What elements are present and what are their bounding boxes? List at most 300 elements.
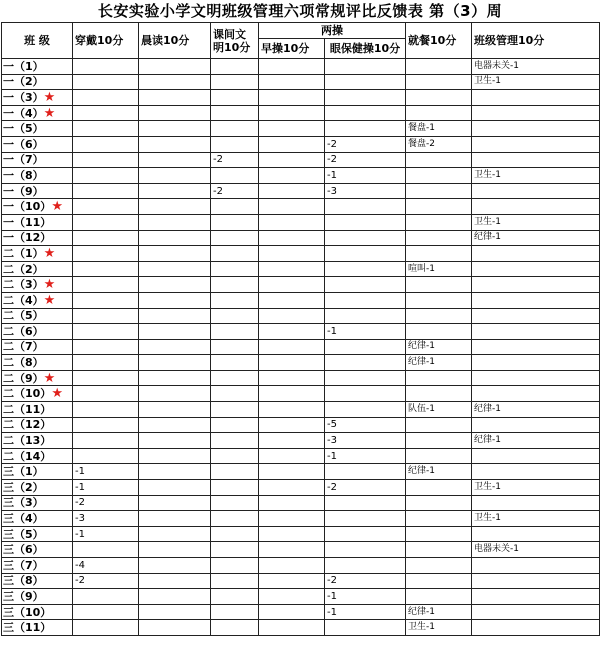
dining-cell bbox=[406, 199, 472, 215]
recess-cell bbox=[211, 308, 259, 324]
table-row bbox=[2, 464, 600, 480]
dining-cell: 纪律-1 bbox=[406, 355, 472, 371]
class-cell bbox=[2, 464, 73, 480]
reading-cell bbox=[139, 386, 211, 402]
class-management-cell bbox=[472, 261, 600, 277]
reading-cell bbox=[139, 230, 211, 246]
morning-exercise-cell bbox=[259, 214, 325, 230]
dining-cell bbox=[406, 214, 472, 230]
recess-cell bbox=[211, 433, 259, 449]
class-cell bbox=[2, 183, 73, 199]
class-label: 三（5） bbox=[3, 527, 44, 541]
dining-cell bbox=[406, 480, 472, 496]
eye-exercise-cell: -2 bbox=[325, 480, 406, 496]
dress-cell bbox=[73, 542, 139, 558]
class-management-cell bbox=[472, 199, 600, 215]
dining-cell: 纪律-1 bbox=[406, 604, 472, 620]
dress-cell bbox=[73, 620, 139, 636]
dining-cell: 队伍-1 bbox=[406, 402, 472, 418]
dress-cell bbox=[73, 199, 139, 215]
red-star-icon: ★ bbox=[51, 199, 63, 215]
morning-exercise-cell bbox=[259, 495, 325, 511]
class-label: 一（1） bbox=[3, 59, 44, 73]
reading-cell bbox=[139, 74, 211, 90]
eye-exercise-cell bbox=[325, 121, 406, 137]
eye-exercise-cell bbox=[325, 277, 406, 293]
dining-cell bbox=[406, 495, 472, 511]
reading-cell bbox=[139, 417, 211, 433]
dining-cell bbox=[406, 277, 472, 293]
reading-cell bbox=[139, 308, 211, 324]
class-management-cell bbox=[472, 277, 600, 293]
class-cell bbox=[2, 152, 73, 168]
class-management-cell: 电器未关-1 bbox=[472, 59, 600, 75]
class-management-cell bbox=[472, 105, 600, 121]
eye-exercise-cell bbox=[325, 370, 406, 386]
class-label: 二（11） bbox=[3, 402, 52, 416]
class-label: 三（7） bbox=[3, 558, 44, 572]
dining-cell bbox=[406, 59, 472, 75]
class-management-cell bbox=[472, 604, 600, 620]
eye-exercise-cell bbox=[325, 246, 406, 262]
reading-cell bbox=[139, 277, 211, 293]
class-management-cell bbox=[472, 589, 600, 605]
class-management-cell: 卫生-1 bbox=[472, 168, 600, 184]
morning-exercise-cell bbox=[259, 59, 325, 75]
class-management-cell bbox=[472, 386, 600, 402]
recess-cell bbox=[211, 620, 259, 636]
dress-cell bbox=[73, 448, 139, 464]
class-cell bbox=[2, 199, 73, 215]
class-management-cell: 纪律-1 bbox=[472, 230, 600, 246]
dining-cell: 餐盘-1 bbox=[406, 121, 472, 137]
class-management-cell bbox=[472, 448, 600, 464]
class-management-cell: 卫生-1 bbox=[472, 480, 600, 496]
table-row bbox=[2, 370, 600, 386]
class-management-cell: 纪律-1 bbox=[472, 402, 600, 418]
table-row bbox=[2, 230, 600, 246]
dining-cell bbox=[406, 433, 472, 449]
red-star-icon: ★ bbox=[43, 370, 56, 386]
table-row bbox=[2, 589, 600, 605]
dining-cell bbox=[406, 152, 472, 168]
morning-exercise-cell bbox=[259, 74, 325, 90]
class-cell bbox=[2, 386, 73, 402]
header-class-management: 班级管理10分 bbox=[472, 23, 600, 59]
table-row bbox=[2, 526, 600, 542]
class-cell bbox=[2, 136, 73, 152]
class-cell bbox=[2, 292, 73, 308]
class-cell bbox=[2, 495, 73, 511]
class-label: 三（8） bbox=[3, 574, 44, 588]
eye-exercise-cell bbox=[325, 199, 406, 215]
recess-cell bbox=[211, 121, 259, 137]
eye-exercise-cell bbox=[325, 308, 406, 324]
table-row bbox=[2, 246, 600, 262]
recess-cell bbox=[211, 589, 259, 605]
dress-cell bbox=[73, 355, 139, 371]
dress-cell bbox=[73, 246, 139, 262]
table-row bbox=[2, 402, 600, 418]
dress-cell bbox=[73, 339, 139, 355]
class-label: 二（3） bbox=[3, 278, 44, 292]
recess-cell bbox=[211, 355, 259, 371]
class-cell bbox=[2, 573, 73, 589]
morning-exercise-cell bbox=[259, 105, 325, 121]
morning-exercise-cell bbox=[259, 355, 325, 371]
dining-cell bbox=[406, 292, 472, 308]
reading-cell bbox=[139, 542, 211, 558]
class-label: 二（1） bbox=[3, 246, 44, 260]
class-management-cell: 卫生-1 bbox=[472, 74, 600, 90]
reading-cell bbox=[139, 480, 211, 496]
morning-exercise-cell bbox=[259, 448, 325, 464]
table-row bbox=[2, 74, 600, 90]
dining-cell: 餐盘-2 bbox=[406, 136, 472, 152]
class-management-cell bbox=[472, 152, 600, 168]
reading-cell bbox=[139, 433, 211, 449]
table-row bbox=[2, 386, 600, 402]
table-row bbox=[2, 620, 600, 636]
class-label: 三（9） bbox=[3, 589, 44, 603]
reading-cell bbox=[139, 105, 211, 121]
dress-cell: -1 bbox=[73, 464, 139, 480]
table-row bbox=[2, 261, 600, 277]
eye-exercise-cell: -1 bbox=[325, 168, 406, 184]
reading-cell bbox=[139, 246, 211, 262]
reading-cell bbox=[139, 495, 211, 511]
dining-cell bbox=[406, 324, 472, 340]
class-management-cell bbox=[472, 573, 600, 589]
class-label: 一（2） bbox=[3, 75, 44, 89]
class-management-cell bbox=[472, 324, 600, 340]
eye-exercise-cell bbox=[325, 558, 406, 574]
dining-cell: 纪律-1 bbox=[406, 464, 472, 480]
recess-cell bbox=[211, 480, 259, 496]
reading-cell bbox=[139, 370, 211, 386]
table-row bbox=[2, 199, 600, 215]
class-management-cell bbox=[472, 136, 600, 152]
morning-exercise-cell bbox=[259, 370, 325, 386]
recess-cell bbox=[211, 105, 259, 121]
eye-exercise-cell bbox=[325, 386, 406, 402]
dress-cell bbox=[73, 214, 139, 230]
eye-exercise-cell bbox=[325, 511, 406, 527]
dining-cell bbox=[406, 74, 472, 90]
header-morning-exercise: 早操10分 bbox=[259, 39, 325, 59]
recess-cell bbox=[211, 370, 259, 386]
class-management-cell bbox=[472, 339, 600, 355]
recess-cell bbox=[211, 74, 259, 90]
class-cell bbox=[2, 355, 73, 371]
class-label: 一（10） bbox=[3, 200, 52, 214]
eye-exercise-cell bbox=[325, 90, 406, 106]
class-management-cell bbox=[472, 417, 600, 433]
class-cell bbox=[2, 511, 73, 527]
reading-cell bbox=[139, 199, 211, 215]
eye-exercise-cell: -3 bbox=[325, 433, 406, 449]
reading-cell bbox=[139, 152, 211, 168]
dining-cell bbox=[406, 558, 472, 574]
class-label: 一（12） bbox=[3, 231, 52, 245]
table-row bbox=[2, 433, 600, 449]
dress-cell bbox=[73, 230, 139, 246]
class-label: 二（4） bbox=[3, 293, 44, 307]
table-row bbox=[2, 355, 600, 371]
table-row bbox=[2, 480, 600, 496]
dress-cell bbox=[73, 183, 139, 199]
morning-exercise-cell bbox=[259, 292, 325, 308]
red-star-icon: ★ bbox=[43, 105, 56, 121]
morning-exercise-cell bbox=[259, 339, 325, 355]
class-management-cell bbox=[472, 558, 600, 574]
eye-exercise-cell bbox=[325, 495, 406, 511]
recess-cell bbox=[211, 339, 259, 355]
class-management-cell bbox=[472, 370, 600, 386]
recess-cell bbox=[211, 526, 259, 542]
class-label: 一（5） bbox=[3, 122, 44, 136]
recess-cell bbox=[211, 324, 259, 340]
dress-cell bbox=[73, 589, 139, 605]
table-row bbox=[2, 604, 600, 620]
morning-exercise-cell bbox=[259, 604, 325, 620]
eye-exercise-cell bbox=[325, 292, 406, 308]
dining-cell bbox=[406, 168, 472, 184]
table-row bbox=[2, 448, 600, 464]
red-star-icon: ★ bbox=[43, 277, 56, 293]
dress-cell bbox=[73, 59, 139, 75]
class-cell bbox=[2, 526, 73, 542]
morning-exercise-cell bbox=[259, 261, 325, 277]
dress-cell bbox=[73, 277, 139, 293]
dress-cell: -1 bbox=[73, 526, 139, 542]
morning-exercise-cell bbox=[259, 199, 325, 215]
morning-exercise-cell bbox=[259, 511, 325, 527]
table-row bbox=[2, 573, 600, 589]
class-label: 一（3） bbox=[3, 90, 44, 104]
morning-exercise-cell bbox=[259, 308, 325, 324]
class-label: 一（9） bbox=[3, 184, 44, 198]
dress-cell bbox=[73, 105, 139, 121]
table-row bbox=[2, 136, 600, 152]
class-label: 二（8） bbox=[3, 356, 44, 370]
class-label: 二（7） bbox=[3, 340, 44, 354]
reading-cell bbox=[139, 620, 211, 636]
class-label: 二（5） bbox=[3, 309, 44, 323]
class-cell bbox=[2, 324, 73, 340]
dining-cell: 纪律-1 bbox=[406, 339, 472, 355]
eye-exercise-cell bbox=[325, 230, 406, 246]
header-eye-exercise: 眼保健操10分 bbox=[325, 39, 406, 59]
reading-cell bbox=[139, 324, 211, 340]
class-label: 二（12） bbox=[3, 418, 52, 432]
eye-exercise-cell: -2 bbox=[325, 573, 406, 589]
morning-exercise-cell bbox=[259, 230, 325, 246]
recess-cell: -2 bbox=[211, 152, 259, 168]
recess-cell bbox=[211, 168, 259, 184]
class-cell bbox=[2, 589, 73, 605]
morning-exercise-cell bbox=[259, 152, 325, 168]
eye-exercise-cell bbox=[325, 339, 406, 355]
eye-exercise-cell bbox=[325, 620, 406, 636]
dining-cell bbox=[406, 573, 472, 589]
class-cell bbox=[2, 121, 73, 137]
morning-exercise-cell bbox=[259, 136, 325, 152]
class-label: 二（9） bbox=[3, 371, 44, 385]
dress-cell: -2 bbox=[73, 573, 139, 589]
page-title: 长安实验小学文明班级管理六项常规评比反馈表 第（3）周 bbox=[97, 2, 503, 20]
reading-cell bbox=[139, 448, 211, 464]
morning-exercise-cell bbox=[259, 558, 325, 574]
header-class: 班 级 bbox=[2, 23, 73, 59]
dress-cell bbox=[73, 433, 139, 449]
dress-cell bbox=[73, 168, 139, 184]
morning-exercise-cell bbox=[259, 402, 325, 418]
evaluation-table bbox=[1, 22, 600, 636]
eye-exercise-cell: -2 bbox=[325, 152, 406, 168]
class-label: 一（6） bbox=[3, 137, 44, 151]
morning-exercise-cell bbox=[259, 464, 325, 480]
reading-cell bbox=[139, 526, 211, 542]
class-cell bbox=[2, 105, 73, 121]
table-row bbox=[2, 183, 600, 199]
class-label: 一（4） bbox=[3, 106, 44, 120]
class-cell bbox=[2, 339, 73, 355]
eye-exercise-cell: -1 bbox=[325, 448, 406, 464]
morning-exercise-cell bbox=[259, 526, 325, 542]
reading-cell bbox=[139, 121, 211, 137]
morning-exercise-cell bbox=[259, 417, 325, 433]
dining-cell bbox=[406, 526, 472, 542]
dress-cell: -4 bbox=[73, 558, 139, 574]
morning-exercise-cell bbox=[259, 589, 325, 605]
table-row bbox=[2, 277, 600, 293]
class-cell bbox=[2, 168, 73, 184]
eye-exercise-cell: -1 bbox=[325, 589, 406, 605]
class-cell bbox=[2, 74, 73, 90]
class-cell bbox=[2, 59, 73, 75]
class-label: 三（4） bbox=[3, 512, 44, 526]
morning-exercise-cell bbox=[259, 277, 325, 293]
morning-exercise-cell bbox=[259, 542, 325, 558]
reading-cell bbox=[139, 511, 211, 527]
dress-cell bbox=[73, 370, 139, 386]
recess-cell bbox=[211, 448, 259, 464]
table-row bbox=[2, 105, 600, 121]
eye-exercise-cell bbox=[325, 105, 406, 121]
table-row bbox=[2, 121, 600, 137]
dining-cell: 喧叫-1 bbox=[406, 261, 472, 277]
dining-cell bbox=[406, 589, 472, 605]
class-management-cell: 卫生-1 bbox=[472, 214, 600, 230]
dress-cell: -3 bbox=[73, 511, 139, 527]
recess-cell bbox=[211, 246, 259, 262]
class-label: 二（6） bbox=[3, 324, 44, 338]
class-label: 三（6） bbox=[3, 543, 44, 557]
reading-cell bbox=[139, 292, 211, 308]
eye-exercise-cell bbox=[325, 542, 406, 558]
reading-cell bbox=[139, 402, 211, 418]
reading-cell bbox=[139, 183, 211, 199]
reading-cell bbox=[139, 59, 211, 75]
class-management-cell bbox=[472, 355, 600, 371]
dress-cell bbox=[73, 261, 139, 277]
recess-cell bbox=[211, 604, 259, 620]
class-management-cell: 电器未关-1 bbox=[472, 542, 600, 558]
dining-cell bbox=[406, 542, 472, 558]
reading-cell bbox=[139, 168, 211, 184]
morning-exercise-cell bbox=[259, 386, 325, 402]
reading-cell bbox=[139, 464, 211, 480]
morning-exercise-cell bbox=[259, 433, 325, 449]
class-label: 一（11） bbox=[3, 215, 52, 229]
recess-cell bbox=[211, 417, 259, 433]
dress-cell bbox=[73, 324, 139, 340]
reading-cell bbox=[139, 573, 211, 589]
dress-cell: -2 bbox=[73, 495, 139, 511]
recess-cell bbox=[211, 230, 259, 246]
class-cell bbox=[2, 433, 73, 449]
eye-exercise-cell bbox=[325, 261, 406, 277]
class-management-cell bbox=[472, 308, 600, 324]
class-management-cell: 纪律-1 bbox=[472, 433, 600, 449]
dining-cell bbox=[406, 511, 472, 527]
class-cell bbox=[2, 246, 73, 262]
reading-cell bbox=[139, 589, 211, 605]
dress-cell bbox=[73, 152, 139, 168]
dress-cell bbox=[73, 74, 139, 90]
class-label: 一（7） bbox=[3, 153, 44, 167]
recess-cell bbox=[211, 292, 259, 308]
table-row bbox=[2, 90, 600, 106]
table-row bbox=[2, 339, 600, 355]
dress-cell bbox=[73, 136, 139, 152]
class-label: 三（11） bbox=[3, 621, 52, 635]
class-label: 二（14） bbox=[3, 449, 52, 463]
eye-exercise-cell bbox=[325, 214, 406, 230]
class-label: 三（1） bbox=[3, 465, 44, 479]
class-cell bbox=[2, 261, 73, 277]
class-label: 三（2） bbox=[3, 480, 44, 494]
table-row bbox=[2, 511, 600, 527]
red-star-icon: ★ bbox=[43, 245, 56, 261]
recess-cell bbox=[211, 542, 259, 558]
morning-exercise-cell bbox=[259, 168, 325, 184]
dining-cell bbox=[406, 230, 472, 246]
class-cell bbox=[2, 480, 73, 496]
class-label: 三（3） bbox=[3, 496, 44, 510]
reading-cell bbox=[139, 90, 211, 106]
recess-cell bbox=[211, 214, 259, 230]
class-cell bbox=[2, 90, 73, 106]
table-row bbox=[2, 214, 600, 230]
dining-cell: 卫生-1 bbox=[406, 620, 472, 636]
table-row bbox=[2, 308, 600, 324]
reading-cell bbox=[139, 339, 211, 355]
class-cell bbox=[2, 230, 73, 246]
class-label: 一（8） bbox=[3, 168, 44, 182]
morning-exercise-cell bbox=[259, 183, 325, 199]
class-management-cell bbox=[472, 526, 600, 542]
recess-cell bbox=[211, 464, 259, 480]
class-management-cell bbox=[472, 246, 600, 262]
class-label: 三（10） bbox=[3, 605, 52, 619]
class-cell bbox=[2, 620, 73, 636]
dress-cell bbox=[73, 402, 139, 418]
morning-exercise-cell bbox=[259, 573, 325, 589]
recess-cell bbox=[211, 90, 259, 106]
class-management-cell bbox=[472, 464, 600, 480]
